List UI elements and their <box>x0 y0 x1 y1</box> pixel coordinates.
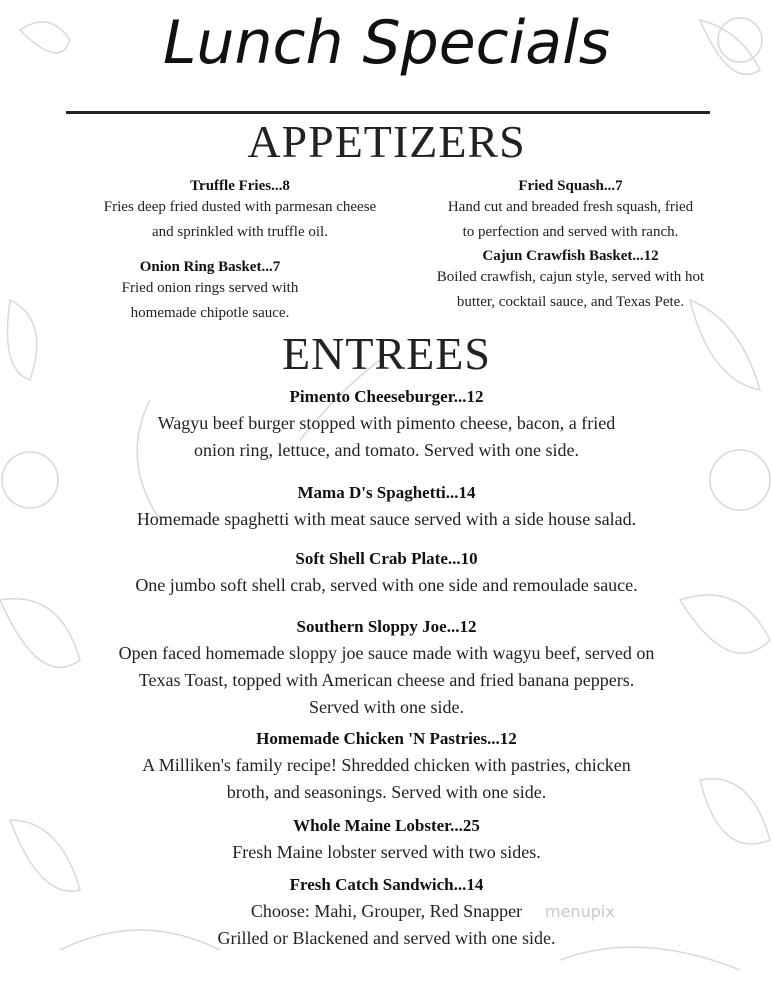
item-name: Fresh Catch Sandwich...14 <box>289 875 484 894</box>
item-name: Homemade Chicken 'N Pastries...12 <box>256 729 517 748</box>
menu-item-cajun-crawfish-basket <box>408 248 733 315</box>
menu-item-fresh-catch-sandwich <box>60 872 713 952</box>
menu-item-soft-shell-crab-plate <box>60 546 713 599</box>
item-description-line: Open faced homemade sloppy joe sauce made with wagyu beef, served on <box>118 643 655 663</box>
item-description-line: A Milliken's family recipe! Shredded chicken with pastries, chicken <box>142 755 631 775</box>
item-description-line: Fried onion rings served with <box>121 280 299 296</box>
menu-item-chicken-n-pastries <box>60 726 713 806</box>
menu-item-truffle-fries <box>60 178 420 245</box>
item-description-line: Grilled or Blackened and served with one side. <box>217 928 556 948</box>
item-description-line: One jumbo soft shell crab, served with one side and remoulade sauce. <box>135 575 638 595</box>
item-name: Mama D's Spaghetti...14 <box>297 483 476 502</box>
item-description-line: Fresh Maine lobster served with two sides. <box>232 842 541 862</box>
item-description-line: Served with one side. <box>309 697 464 717</box>
item-name: Southern Sloppy Joe...12 <box>296 617 477 636</box>
menu-title: Lunch Specials <box>162 8 610 78</box>
menu-item-southern-sloppy-joe <box>60 614 713 721</box>
menu-item-mama-ds-spaghetti <box>60 480 713 533</box>
menu-item-fried-squash <box>408 178 733 245</box>
item-description-line: Boiled crawfish, cajun style, served with hot <box>436 269 705 285</box>
item-description-line: Homemade spaghetti with meat sauce served with a side house salad. <box>136 509 637 529</box>
entrees-heading: ENTREES <box>282 328 491 379</box>
item-description-line: and sprinkled with truffle oil. <box>152 224 328 240</box>
item-description-line: Fries deep fried dusted with parmesan cheese <box>103 199 377 215</box>
item-name: Whole Maine Lobster...25 <box>293 816 480 835</box>
item-description-line: Texas Toast, topped with American cheese and fried banana peppers. <box>138 670 635 690</box>
item-description-line: onion ring, lettuce, and tomato. Served with one side. <box>194 440 579 460</box>
item-name: Pimento Cheeseburger...12 <box>289 387 484 406</box>
item-name: Onion Ring Basket...7 <box>139 259 281 275</box>
item-name: Fried Squash...7 <box>518 178 623 194</box>
title-divider <box>66 111 710 114</box>
appetizers-heading: APPETIZERS <box>247 116 526 167</box>
item-description-line: butter, cocktail sauce, and Texas Pete. <box>456 294 685 310</box>
watermark: menupix <box>545 902 615 921</box>
item-description-line: broth, and seasonings. Served with one side. <box>226 782 547 802</box>
menu-item-onion-ring-basket <box>60 259 360 326</box>
menu-item-pimento-cheeseburger <box>60 384 713 464</box>
item-name: Soft Shell Crab Plate...10 <box>295 549 478 568</box>
item-description-line: homemade chipotle sauce. <box>130 305 290 321</box>
item-description-line: Hand cut and breaded fresh squash, fried <box>447 199 694 215</box>
item-description-line: to perfection and served with ranch. <box>462 224 679 240</box>
menu-item-whole-maine-lobster <box>60 813 713 866</box>
item-name: Cajun Crawfish Basket...12 <box>482 248 659 264</box>
item-name: Truffle Fries...8 <box>190 178 290 194</box>
item-description-line: Choose: Mahi, Grouper, Red Snapper <box>250 901 523 921</box>
item-description-line: Wagyu beef burger stopped with pimento cheese, bacon, a fried <box>157 413 616 433</box>
